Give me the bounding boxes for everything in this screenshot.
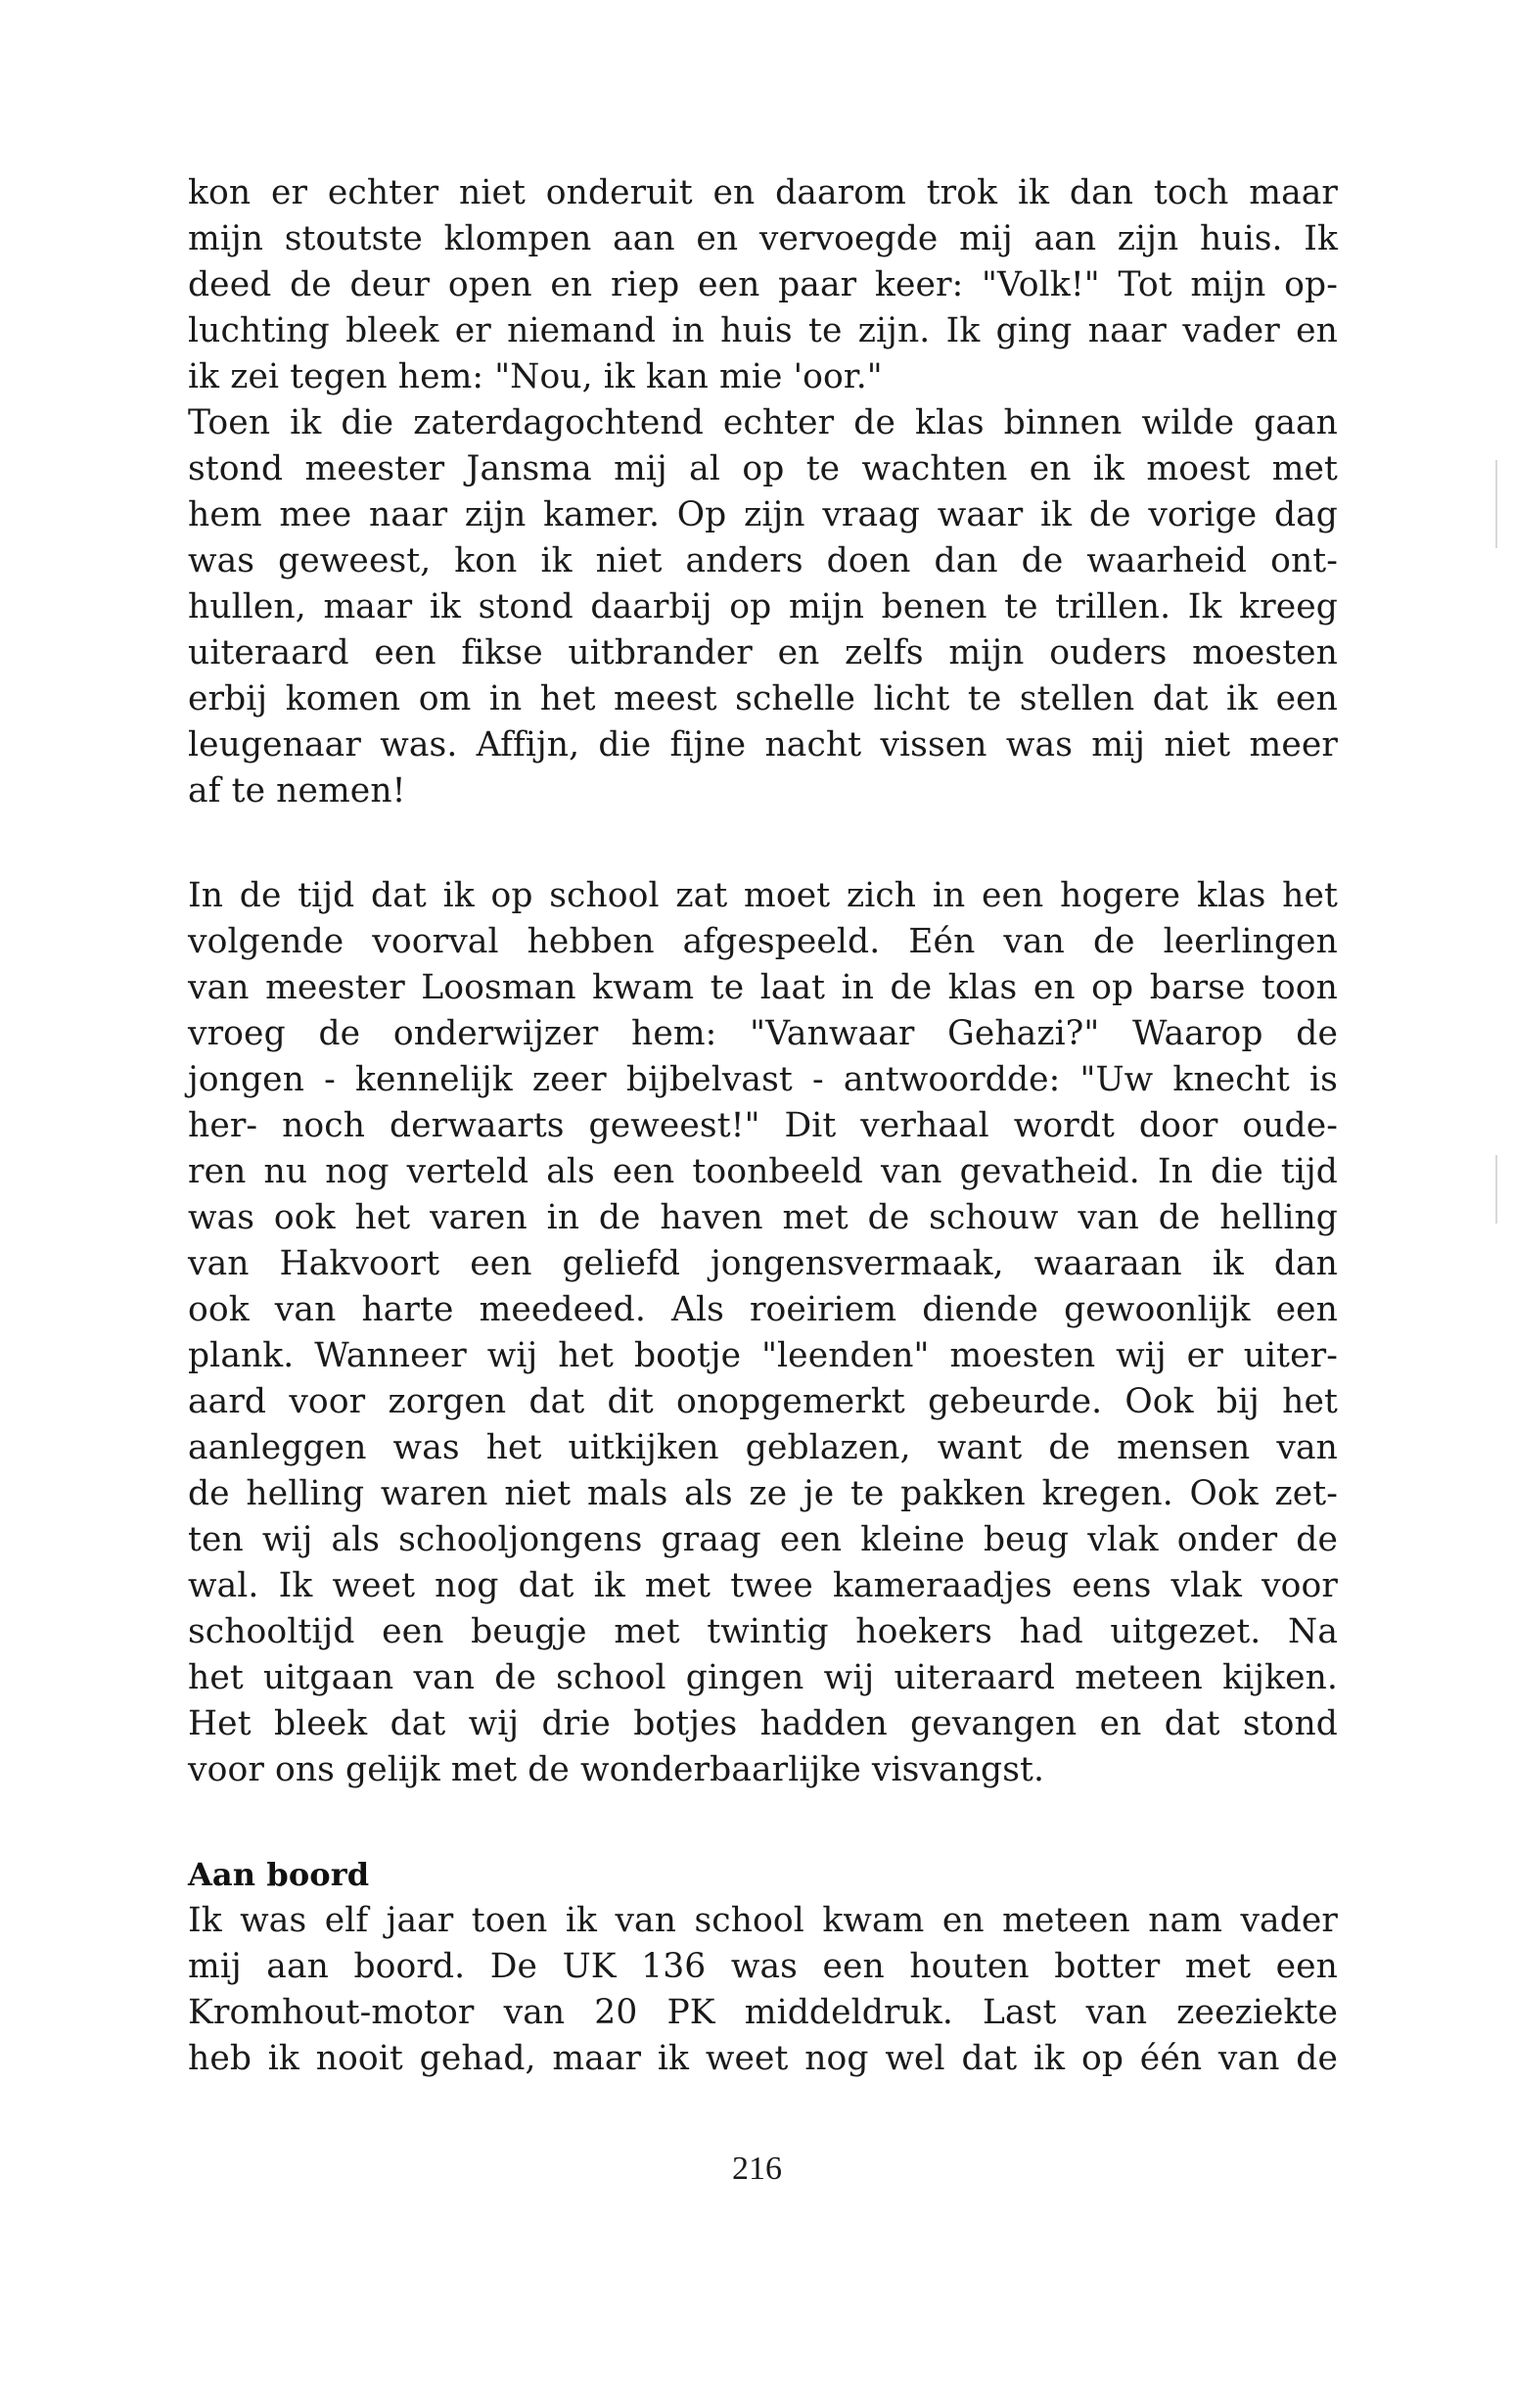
paragraph-3 bbox=[188, 1898, 1338, 2082]
text-line: de helling waren niet mals als ze je te pakken kregen. Ook zet- bbox=[188, 1474, 1338, 1513]
text-line: heb ik nooit gehad, maar ik weet nog wel dat ik op één van de bbox=[188, 2039, 1338, 2078]
text-line: was ook het varen in de haven met de schouw van de helling bbox=[188, 1198, 1338, 1237]
text-line: her- noch derwaarts geweest!" Dit verhaal wordt door oude- bbox=[188, 1106, 1338, 1145]
text-line: van Hakvoort een geliefd jongensvermaak, waaraan ik dan bbox=[188, 1244, 1338, 1283]
text-line: aard voor zorgen dat dit onopgemerkt gebeurde. Ook bij het bbox=[188, 1382, 1338, 1421]
text-line: vroeg de onderwijzer hem: "Vanwaar Gehazi?" Waarop de bbox=[188, 1014, 1338, 1053]
paragraph-1 bbox=[188, 170, 1338, 814]
text-line: mij aan boord. De UK 136 was een houten botter met een bbox=[188, 1947, 1338, 1986]
section-heading: Aan boord bbox=[188, 1856, 370, 1893]
text-line: was geweest, kon ik niet anders doen dan de waarheid ont- bbox=[188, 541, 1338, 580]
text-line: volgende voorval hebben afgespeeld. Eén van de leerlingen bbox=[188, 922, 1338, 961]
text-line: van meester Loosman kwam te laat in de klas en op barse toon bbox=[188, 968, 1338, 1007]
text-line: luchting bleek er niemand in huis te zijn. Ik ging naar vader en bbox=[188, 311, 1338, 350]
text-line: stond meester Jansma mij al op te wachten en ik moest met bbox=[188, 449, 1338, 488]
text-line: hullen, maar ik stond daarbij op mijn benen te trillen. Ik kreeg bbox=[188, 587, 1338, 626]
text-line: hem mee naar zijn kamer. Op zijn vraag waar ik de vorige dag bbox=[188, 495, 1338, 534]
text-line: af te nemen! bbox=[188, 771, 406, 810]
text-line: Ik was elf jaar toen ik van school kwam en meteen nam vader bbox=[188, 1901, 1338, 1940]
text-line: ik zei tegen hem: "Nou, ik kan mie 'oor." bbox=[188, 357, 883, 396]
scan-edge-mark bbox=[1495, 1155, 1497, 1224]
text-line: leugenaar was. Affijn, die fijne nacht vissen was mij niet meer bbox=[188, 725, 1338, 764]
text-line: In de tijd dat ik op school zat moet zich in een hogere klas het bbox=[188, 876, 1338, 915]
text-line: ten wij als schooljongens graag een kleine beug vlak onder de bbox=[188, 1520, 1338, 1559]
paragraph-2 bbox=[188, 873, 1338, 1793]
text-line: plank. Wanneer wij het bootje "leenden" moesten wij er uiter- bbox=[188, 1336, 1338, 1375]
text-line: uiteraard een fikse uitbrander en zelfs mijn ouders moesten bbox=[188, 633, 1338, 672]
text-line: het uitgaan van de school gingen wij uiteraard meteen kijken. bbox=[188, 1658, 1338, 1697]
text-line: deed de deur open en riep een paar keer: "Volk!" Tot mijn op- bbox=[188, 265, 1338, 304]
text-line: Het bleek dat wij drie botjes hadden gevangen en dat stond bbox=[188, 1704, 1338, 1743]
text-line: kon er echter niet onderuit en daarom trok ik dan toch maar bbox=[188, 173, 1338, 212]
text-line: ook van harte meedeed. Als roeiriem diende gewoonlijk een bbox=[188, 1290, 1338, 1329]
text-line: voor ons gelijk met de wonderbaarlijke visvangst. bbox=[188, 1750, 1045, 1789]
section-heading-wrap bbox=[188, 1852, 1338, 1898]
text-line: mijn stoutste klompen aan en vervoegde mij aan zijn huis. Ik bbox=[188, 219, 1338, 258]
text-line: aanleggen was het uitkijken geblazen, want de mensen van bbox=[188, 1428, 1338, 1467]
text-line: Kromhout-motor van 20 PK middeldruk. Last van zeeziekte bbox=[188, 1993, 1338, 2032]
text-line: Toen ik die zaterdagochtend echter de klas binnen wilde gaan bbox=[188, 403, 1338, 442]
text-line: ren nu nog verteld als een toonbeeld van gevatheid. In die tijd bbox=[188, 1152, 1338, 1191]
text-line: erbij komen om in het meest schelle licht te stellen dat ik een bbox=[188, 679, 1338, 718]
text-line: schooltijd een beugje met twintig hoekers had uitgezet. Na bbox=[188, 1612, 1338, 1651]
text-line: wal. Ik weet nog dat ik met twee kameraadjes eens vlak voor bbox=[188, 1566, 1338, 1605]
scan-edge-mark bbox=[1495, 460, 1497, 548]
text-line: jongen - kennelijk zeer bijbelvast - antwoordde: "Uw knecht is bbox=[188, 1060, 1338, 1099]
page-number: 216 bbox=[732, 2151, 782, 2187]
